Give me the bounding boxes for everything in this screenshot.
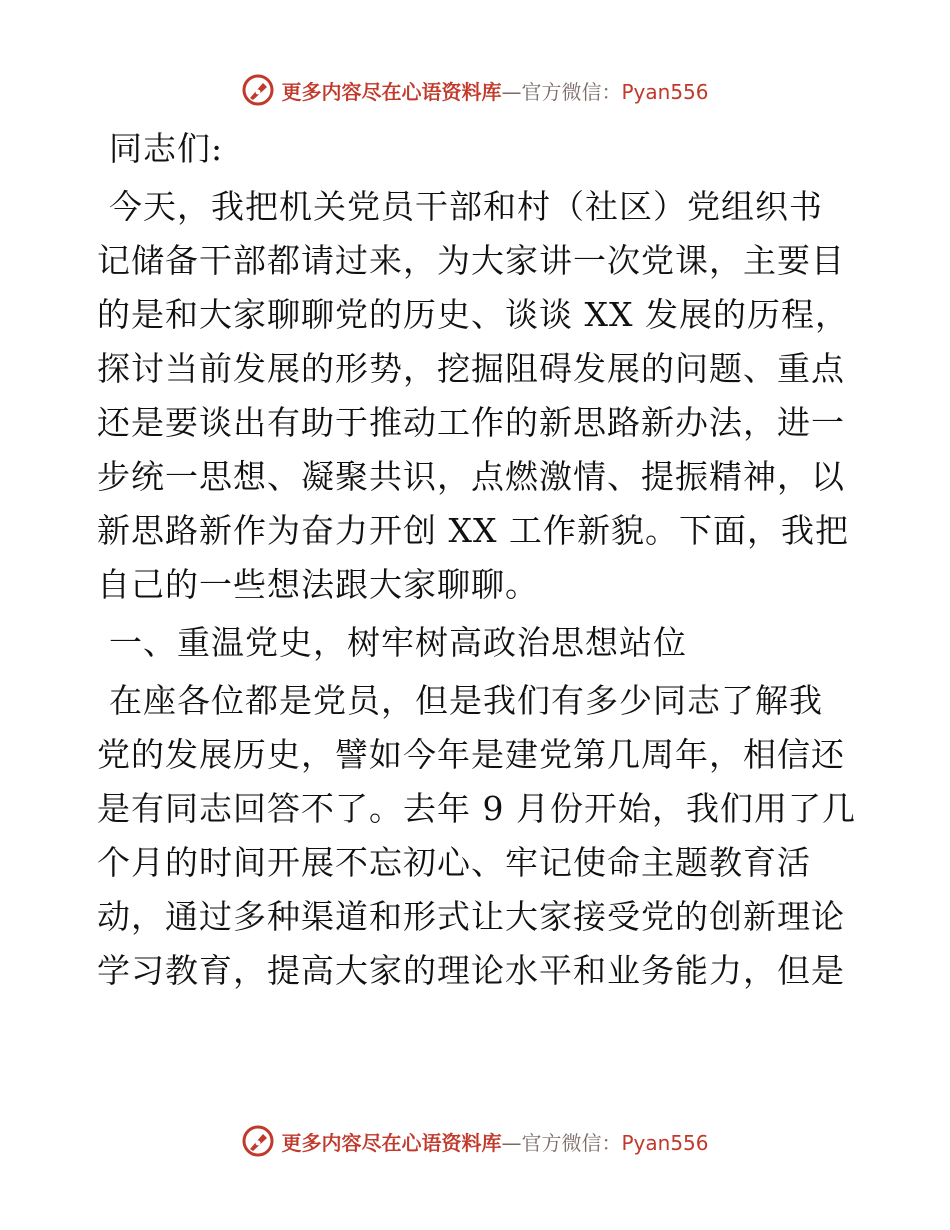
intro-line: 探讨当前发展的形势，挖掘阻碍发展的问题、重点 (97, 349, 845, 388)
document-body (97, 122, 857, 998)
intro-line: 自己的一些想法跟大家聊聊。 (97, 565, 539, 604)
intro-line: 新思路新作为奋力开创 XX 工作新貌。下面，我把 (97, 511, 849, 550)
watermark-dash: — (501, 79, 522, 104)
body-paragraph (97, 674, 857, 998)
salutation: 同志们: (109, 129, 224, 168)
watermark-wechat-id: Pyan556 (621, 79, 709, 104)
watermark-text (281, 76, 708, 105)
body-line: 是有同志回答不了。去年 9 月份开始，我们用了几 (97, 789, 856, 828)
watermark-wechat-label: 官方微信： (521, 79, 622, 104)
body-line: 学习教育，提高大家的理论水平和业务能力，但是 (97, 951, 845, 990)
watermark-wechat-label: 官方微信： (521, 1130, 622, 1155)
section-heading: 一、重温党史，树牢树高政治思想站位 (109, 623, 687, 662)
intro-line: 还是要谈出有助于推动工作的新思路新办法，进一 (97, 403, 845, 442)
watermark-brand: 更多内容尽在心语资料库 (281, 1130, 502, 1155)
intro-line: 记储备干部都请过来，为大家讲一次党课，主要目 (97, 241, 845, 280)
intro-line: 的是和大家聊聊党的历史、谈谈 XX 发展的历程， (97, 295, 849, 334)
body-line: 个月的时间开展不忘初心、牢记使命主题教育活 (97, 843, 811, 882)
body-line: 党的发展历史，譬如今年是建党第几周年，相信还 (97, 735, 845, 774)
header-watermark (0, 70, 950, 110)
footer-watermark (0, 1121, 950, 1161)
watermark-wechat-id: Pyan556 (621, 1130, 709, 1155)
body-line: 动，通过多种渠道和形式让大家接受党的创新理论 (97, 897, 845, 936)
intro-line: 今天，我把机关党员干部和村（社区）党组织书 (109, 187, 823, 226)
watermark-text (281, 1127, 708, 1156)
watermark-brand: 更多内容尽在心语资料库 (281, 79, 502, 104)
intro-line: 步统一思想、凝聚共识，点燃激情、提振精神，以 (97, 457, 845, 496)
watermark-dash: — (501, 1130, 522, 1155)
intro-paragraph (97, 180, 857, 612)
body-line: 在座各位都是党员，但是我们有多少同志了解我 (109, 681, 823, 720)
pen-nib-circle-icon (241, 1124, 275, 1158)
pen-nib-circle-icon (241, 73, 275, 107)
